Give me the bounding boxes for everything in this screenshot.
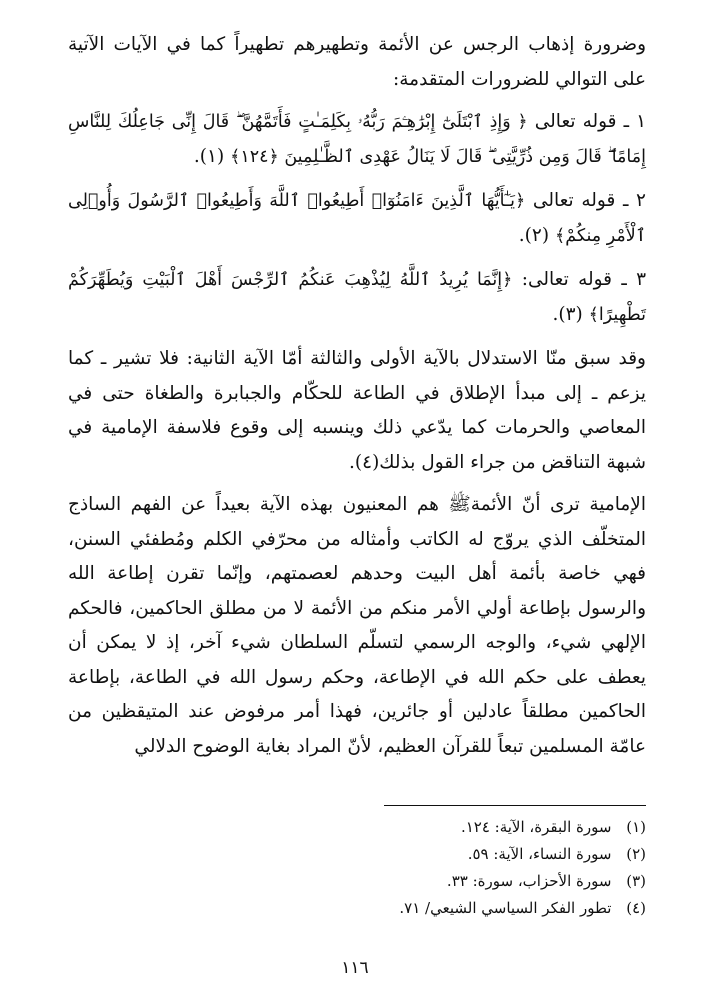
body-paragraph-2: الإمامية ترى أنّ الأئمةﷺ هم المعنيون بهذه الآية بعيداً عن الفهم الساذج المتخلّف الذي يروّج له الكاتب وأمثاله من محرّفي الكلم ومُطفئي السنن، فهي خاصة بأئمة أهل البيت وحدهم لعصمتهم، وإنّما تقرن إطاعة الله والرسول بإطاعة أولي الأمر منكم من الأئمة لا من مطلق الحاكمين، فالحكم الإلهي شيء، والوجه الرسمي لتسلّم السلطان شيء آخر، إذ لا يمكن أن يعطف على حكم الله في الإطاعة، وحكم رسول الله في الطاعة، بإطاعة الحاكمين مطلقاً عادلين أو جائرين، فهذا أمر مرفوض عند المتيقظين من عامّة المسلمين تبعاً للقرآن العظيم، لأنّ المراد بغاية الوضوح الدلالي [68, 494, 646, 757]
quran-text: ﴿يَـٰٓأَيُّهَا ٱلَّذِينَ ءَامَنُوٓا۟ أَطِيعُوا۟ ٱللَّهَ وَأَطِيعُوا۟ ٱلرَّسُولَ وَأُو۟لِى ٱلْأَمْرِ مِنكُمْ﴾ [68, 191, 646, 246]
footnote-text: سورة البقرة، الآية: ١٢٤. [460, 818, 612, 836]
verse-prefix: ٢ ـ قوله تعالى [532, 190, 646, 211]
verse-item [68, 263, 646, 332]
footnote-text: سورة النساء، الآية: ٥٩. [467, 845, 612, 863]
footnote-number: (٢) [626, 845, 646, 863]
footnote-item [68, 895, 646, 922]
footnote-item [68, 841, 646, 868]
footnotes-section [68, 805, 646, 922]
verse-prefix: ١ ـ قوله تعالى [534, 111, 646, 132]
verse-footnote-ref: (٢). [518, 224, 550, 246]
footnote-number: (٤) [626, 899, 646, 917]
verse-prefix: ٣ ـ قوله تعالى: [521, 269, 647, 290]
footnote-number: (٣) [626, 872, 646, 890]
body-paragraph-1: وقد سبق منّا الاستدلال بالآية الأولى والثالثة أمّا الآية الثانية: فلا تشير ـ كما يزعم ـ إلى مبدأ الإطلاق في الطاعة للحكّام والجبابرة والطغاة حتى في المعاصي والحرمات كما يدّعي ذلك وينسبه إلى وقوع فلاسفة الإمامية في شبهة التناقض من جراء القول بذلك(٤). [68, 348, 646, 473]
quran-text: ﴿ وَإِذِ ٱبْتَلَىٰٓ إِبْرَٰهِـۧمَ رَبُّهُۥ بِكَلِمَـٰتٍ فَأَتَمَّهُنَّ ۖ قَالَ إِنِّى جَاعِلُكَ لِلنَّاسِ إِمَامًا ۖ قَالَ وَمِن ذُرِّيَّتِى ۖ قَالَ لَا يَنَالُ عَهْدِى ٱلظَّـٰلِمِينَ ﴿١٢٤﴾ [68, 112, 646, 167]
verse-footnote-ref: (٣). [552, 303, 583, 325]
quran-text: ﴿إِنَّمَا يُرِيدُ ٱللَّهُ لِيُذْهِبَ عَنكُمُ ٱلرِّجْسَ أَهْلَ ٱلْبَيْتِ وَيُطَهِّرَكُمْ تَطْهِيرًا﴾ [68, 270, 646, 325]
verse-item [68, 105, 646, 174]
footnote-text: تطور الفكر السياسي الشيعي/ ٧١. [399, 899, 612, 917]
intro-paragraph: وضرورة إذهاب الرجس عن الأئمة وتطهيرهم تطهيراً كما في الآيات الآتية على التوالي للضرورات المتقدمة: [68, 34, 646, 90]
footnote-item [68, 868, 646, 895]
verse-footnote-ref: (١). [193, 145, 225, 167]
footnote-number: (١) [626, 818, 646, 836]
page-number: ١١٦ [341, 958, 369, 978]
verse-item [68, 184, 646, 253]
footnote-item [68, 814, 646, 841]
footnote-text: سورة الأحزاب، سورة: ٣٣. [446, 872, 612, 890]
footnote-list [68, 806, 646, 922]
